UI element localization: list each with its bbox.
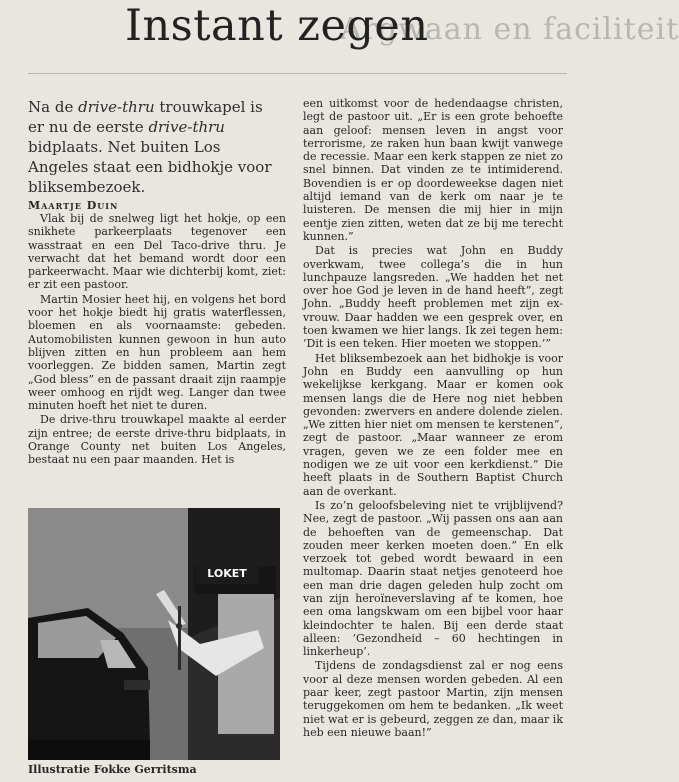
column2-paragraph: Tijdens de zondagsdienst zal er nog eens voor al deze mensen worden gebeden. Al een paar keer, zegt pastoor Martin, zijn mensen teruggekomen om hem te bedanken. „Ik weet niet wat er is gebeurd, zeggen ze dan, maar ik heb een nieuwe baan!” [303,659,563,739]
lede-text: Na de [28,98,79,116]
article-lede [28,97,283,197]
lede-text: bidplaats. Net buiten Los Angeles staat een bidhokje voor bliksembezoek. [28,138,272,196]
illustration [28,508,280,760]
headline-rule [28,73,567,74]
drive-thru-illustration [28,508,280,760]
byline: Maartje Duin [28,199,119,212]
article-column-2 [303,97,563,739]
column2-paragraph: Dat is precies wat John en Buddy overkwam, twee collega’s die in hun lunchpauze langsreden. „We hadden het net over hoe God je leven in de hand heeft”, zegt John. „Buddy heeft problemen met zijn ex-vrouw. Daar hadden we een gesprek over, en toen kwamen we hier langs. Ik zei tegen hem: ‘Dit is een teken. Hier moeten we stoppen.’” [303,244,563,351]
lede-text: trouwkapel is er nu de eerste [28,98,263,136]
column2-paragraph: Is zo’n geloofsbeleving niet te vrijblijvend? Nee, zegt de pastoor. „Wij passen ons aan aan de behoeften van de gemeenschap. Dat zouden meer kerken moeten doen.” En elk verzoek tot gebed wordt bewaard in een multomap. Daarin staat netjes genoteerd hoe een man drie dagen geleden hulp zocht om van zijn heroïneverslaving af te komen, hoe een oma langskwam om een bijbel voor haar kleindochter te halen. Bij een derde staat alleen: ‘Gezondheid – 60 hechtingen in linkerheup’. [303,498,563,659]
lede-emphasis: drive-thru [148,118,225,136]
lede-paragraph [28,97,283,197]
column2-paragraph: een uitkomst voor de hedendaagse christen, legt de pastoor uit. „Er is een grote behoefte aan geloof: mensen leven in angst voor terrorisme, ze raken hun baan kwijt vanwege de recessie. Maar een kerk stappen ze niet zo snel binnen. Dat vinden ze te intimiderend. Bovendien is er op doordeweekse dagen niet altijd iemand van de kerk om naar je te luisteren. De mensen die mij hier in mijn eentje zien zitten, weten dat ze bij me terecht kunnen.” [303,97,563,243]
article-column-1 [28,212,286,467]
illustration-caption: Illustratie Fokke Gerritsma [28,763,197,776]
column2-paragraph: Het bliksembezoek aan het bidhokje is voor John en Buddy een aanvulling op hun wekelijkse kerkgang. Maar er komen ook mensen langs die de Here nog niet hebben gevonden: zwervers en andere dolende zielen. „We zitten hier niet om mensen te kerstenen”, zegt de pastoor. „Maar wanneer ze erom vragen, geven we ze een folder mee en nodigen we ze uit voor een kerkdienst.” Die heeft plaats in de Southern Baptist Church aan de overkant. [303,351,563,498]
background-headline: Argwaan en faciliteit [340,12,679,47]
column1-paragraph: De drive-thru trouwkapel maakte al eerder zijn entree; de eerste drive-thru bidplaats, in Orange County net buiten Los Angeles, bestaat nu een paar maanden. Het is [28,413,286,467]
lede-emphasis: drive-thru [78,98,155,116]
column1-paragraph: Martin Mosier heet hij, en volgens het bord voor het hokje biedt hij gratis waterflessen, bloemen en als voornaamste: gebeden. Automobilisten kunnen gewoon in hun auto blijven zitten en hun probleem aan hem voorleggen. Ze bidden samen, Martin zegt „God bless” en de passant draait zijn raampje weer omhoog en rijdt weg. Langer dan twee minuten hoeft het niet te duren. [28,292,286,413]
column1-paragraph: Vlak bij de snelweg ligt het hokje, op een snikhete parkeerplaats tegenover een wasstraat en een Del Taco-drive thru. Je verwacht dat het bemand wordt door een parkeerwacht. Maar wie dichterbij komt, ziet: er zit een pastoor. [28,212,286,292]
loket-sign: LOKET [196,564,258,584]
article-headline: Instant zegen [125,1,429,51]
